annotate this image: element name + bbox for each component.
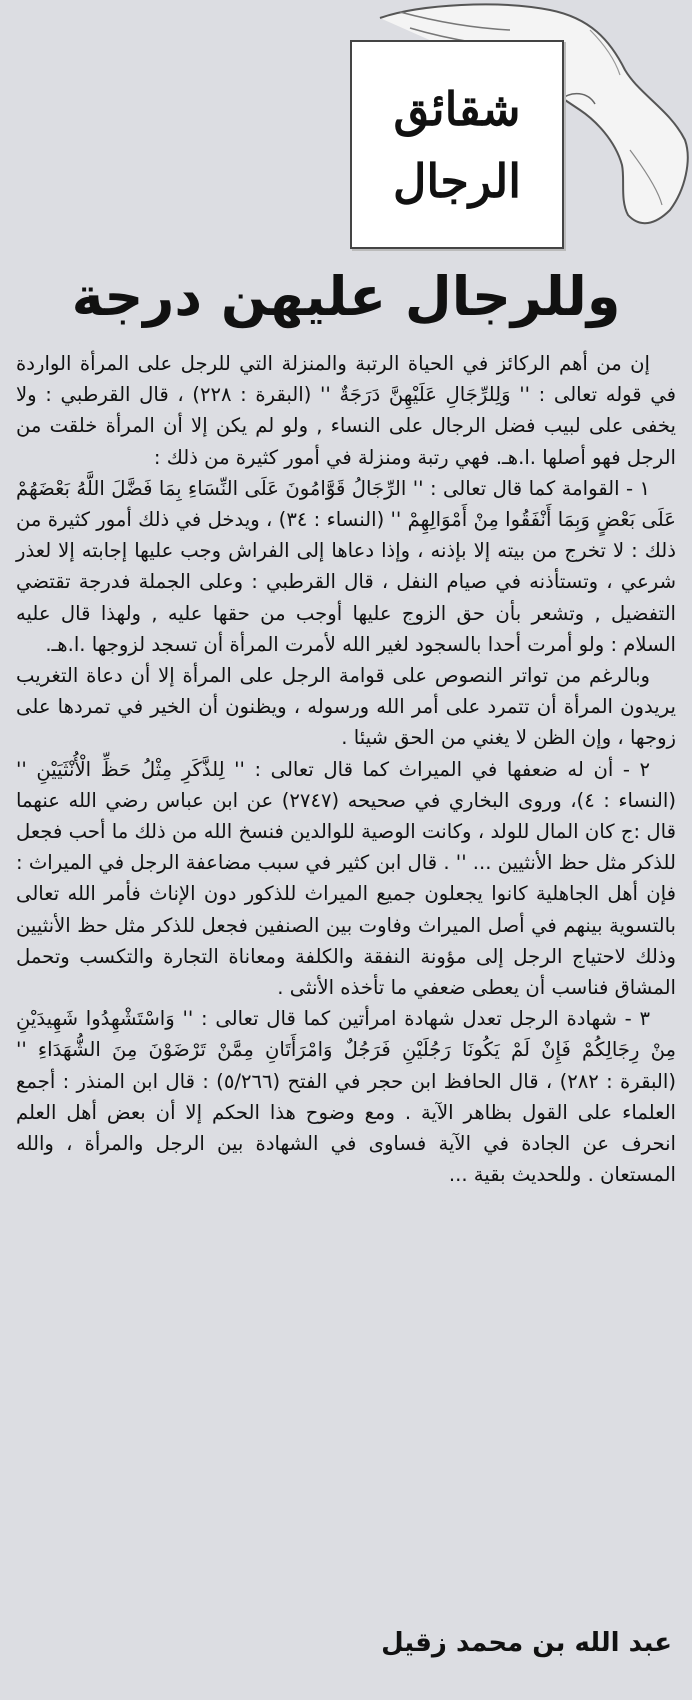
column-logo-card	[350, 40, 564, 249]
article-paragraph: ١ - القوامة كما قال تعالى : '' الرِّجَالُ قَوَّامُونَ عَلَى النِّسَاءِ بِمَا فَضَّلَ اللَّهُ بَعْضَهُمْ عَلَى بَعْضٍ وَبِمَا أَنْفَقُوا مِنْ أَمْوَالِهِمْ '' (النساء : ٣٤) ، ويدخل في ذلك أمور كثيرة من ذلك : لا تخرج من بيته إلا بإذنه ، وإذا دعاها إلى الفراش وجب عليها إجابته إلا لعذر شرعي ، وتستأذنه في صيام النفل ، قال القرطبي : وعلى الجملة فدرجة تقتضي التفضيل , وتشعر بأن حق الزوج عليها أوجب من حقها عليه , ولهذا قال عليه السلام : ولو أمرت أحدا بالسجود لغير الله لأمرت المرأة أن تسجد لزوجها .ا.هـ.	[16, 476, 676, 656]
article-paragraph: وبالرغم من تواتر النصوص على قوامة الرجل على المرأة إلا أن دعاة التغريب يريدون المرأة أن تتمرد على أمر الله ورسوله ، ويظنون أن الخير في تمردها على زوجها ، وإن الظن لا يغني من الحق شيئا .	[16, 664, 676, 750]
column-header	[0, 0, 692, 255]
column-logo-line1: شقائق	[393, 82, 521, 136]
column-logo-line2: الرجال	[392, 154, 522, 208]
article-paragraph: إن من أهم الركائز في الحياة الرتبة والمنزلة التي للرجل على المرأة الواردة في قوله تعالى : '' وَلِلرِّجَالِ عَلَيْهِنَّ دَرَجَةٌ '' (البقرة : ٢٢٨) ، قال القرطبي : ولا يخفى على لبيب فضل الرجال على النساء , ولو لم يكن إلا أن المرأة خلقت من الرجل فهو أصلها .ا.هـ. فهي رتبة ومنزلة في أمور كثيرة من ذلك :	[16, 352, 676, 469]
author-byline: عبد الله بن محمد زقيل	[381, 1628, 672, 1658]
article-paragraph: ٢ - أن له ضعفها في الميراث كما قال تعالى : '' لِلذَّكَرِ مِثْلُ حَظِّ الْأُنْثَيَيْنِ '' (النساء : ٤)، وروى البخاري في صحيحه (٢٧٤٧) عن ابن عباس رضي الله عنهما قال :ج كان المال للولد ، وكانت الوصية للوالدين فنسخ الله من ذلك ما أحب فجعل للذكر مثل حظ الأنثيين ... '' . قال ابن كثير في سبب مضاعفة الرجل في الميراث : فإن أهل الجاهلية كانوا يجعلون جميع الميراث للذكور دون الإناث فأمر الله تعالى بالتسوية بينهم في أصل الميراث وفاوت بين الصنفين فجعل للذكر مثل حظ الأنثيين وذلك لاحتياج الرجل إلى مؤونة النفقة والكلفة ومعاناة التجارة والتكسب وتحمل المشاق فناسب أن يعطى ضعفي ما تأخذه الأنثى .	[16, 757, 676, 1000]
article-paragraph: ٣ - شهادة الرجل تعدل شهادة امرأتين كما قال تعالى : '' وَاسْتَشْهِدُوا شَهِيدَيْنِ مِنْ رِجَالِكُمْ فَإِنْ لَمْ يَكُونَا رَجُلَيْنِ فَرَجُلٌ وَامْرَأَتَانِ مِمَّنْ تَرْضَوْنَ مِنَ الشُّهَدَاءِ '' (البقرة : ٢٨٢) ، قال الحافظ ابن حجر في الفتح (٥/٢٦٦) : قال ابن المنذر : أجمع العلماء على القول بظاهر الآية . ومع وضوح هذا الحكم إلا أن بعض أهل العلم انحرف عن الجادة في الآية فساوى في الشهادة بين الرجل والمرأة ، والله المستعان . وللحديث بقية ...	[16, 1007, 676, 1187]
article-body	[16, 348, 676, 1190]
article-headline: وللرجال عليهن درجة	[71, 265, 621, 328]
